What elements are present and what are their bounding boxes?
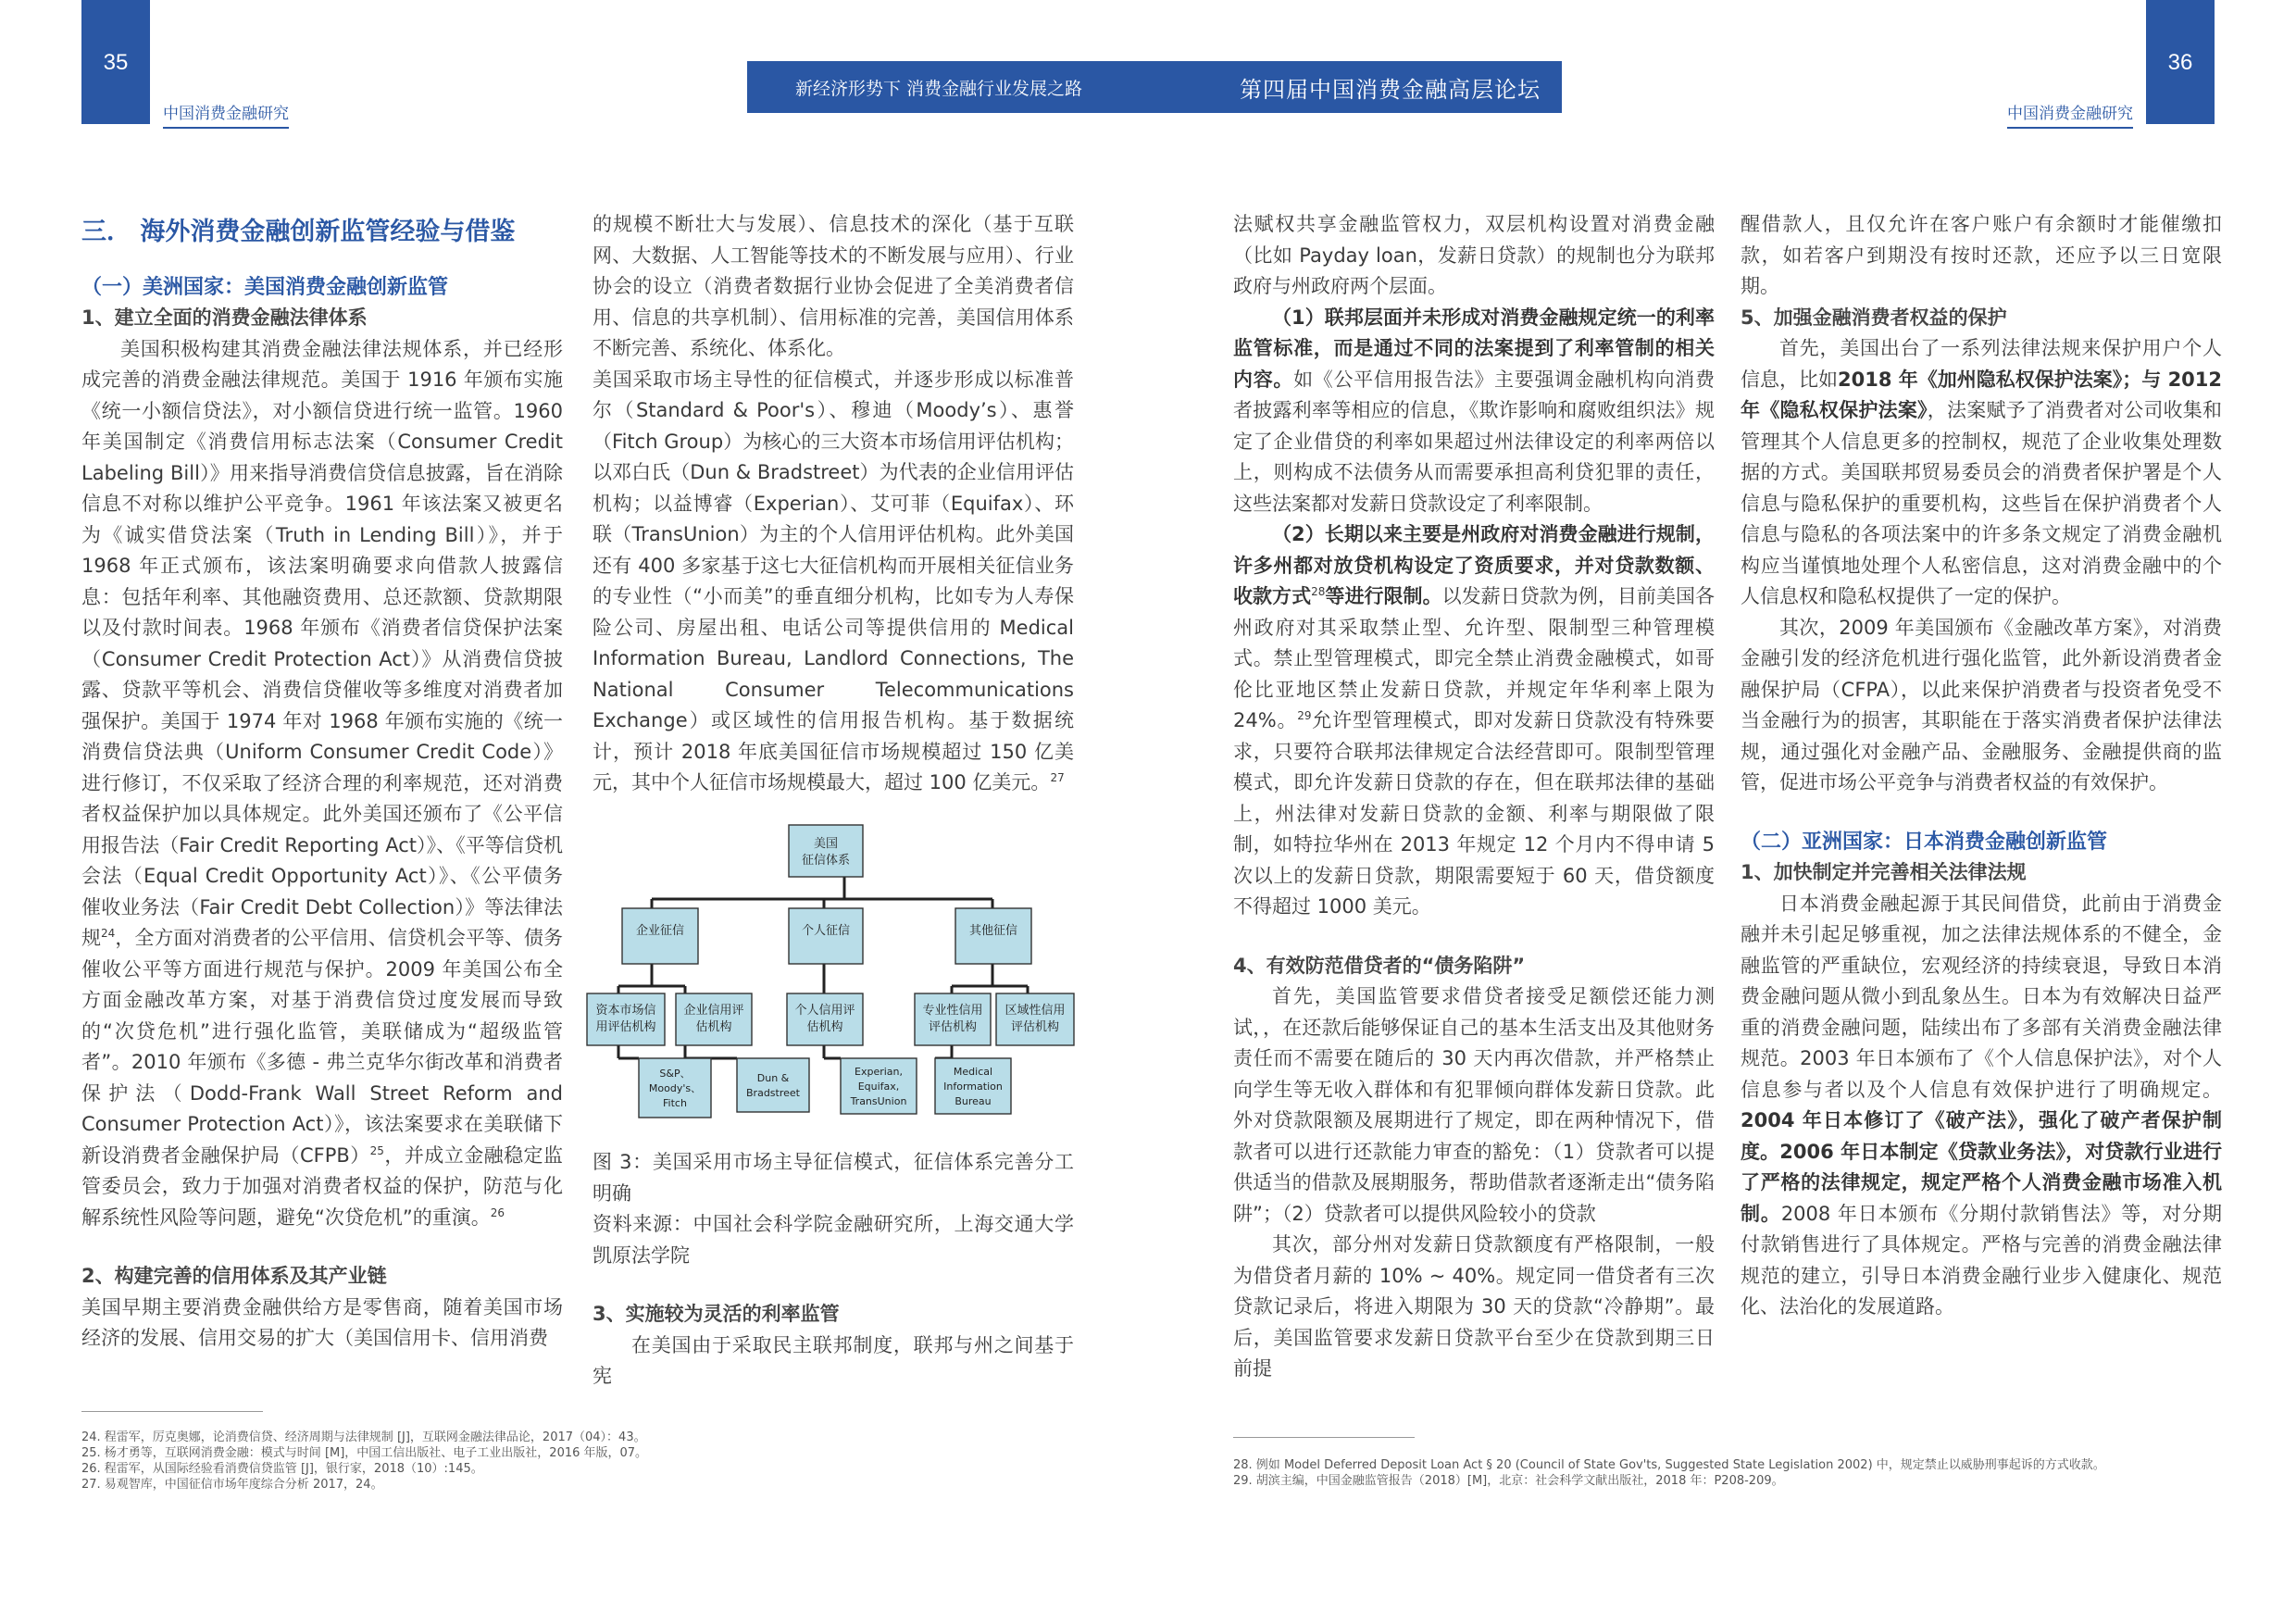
paragraph-reminder: 醒借款人，且仅允许在客户账户有余额时才能催缴扣款，如若客户到期没有按时还款，还应予以三日宽限期。 xyxy=(1741,213,2222,297)
diagram-text: Bradstreet xyxy=(746,1086,800,1099)
paragraph-cfpa: 其次，2009 年美国颁布《金融改革方案》，对消费金融引发的经济危机进行强化监管，此外新设消费者金融保护局（CFPA），以此来保护消费者与投资者免受不当金融行为的损害，其职能在于落实消费者保护法律法规，通过强化对金融产品、金融服务、金融提供商的监管，促进市场公平竞争与消费者权益的有效保护。 xyxy=(1741,616,2222,793)
footnotes-right xyxy=(1233,1457,2159,1489)
heading-debt-trap: 4、有效防范借贷者的“债务陷阱” xyxy=(1233,954,1526,977)
footnote-28: 28. 例如 Model Deferred Deposit Loan Act § 20 (Council of State Gov'ts, Suggested State Legislation 2002) 中，规定禁止以威胁刑事起诉的方式收款。 xyxy=(1233,1458,2105,1472)
diagram-text: 估机构 xyxy=(695,1019,732,1034)
page-number-right: 36 xyxy=(2146,0,2215,124)
diagram-text: Bureau xyxy=(955,1094,992,1107)
diagram-text: Information xyxy=(943,1080,1003,1093)
paragraph-federal-state: 法赋权共享金融监管权力，双层机构设置对消费金融（比如 Payday loan，发薪日贷款）的规制也分为联邦政府与州政府两个层面。 xyxy=(1233,213,1715,297)
diagram-text: 评估机构 xyxy=(928,1019,978,1034)
paragraph-loan-limits: 其次，部分州对发薪日贷款额度有严格限制，一般为借贷者月薪的 10% ~ 40%。规定同一借贷者有三次贷款记录后，将进入期限为 30 天的贷款“冷静期”。最后，美国监管要求发薪日贷款平台至少在贷款到期三日前提 xyxy=(1233,1233,1715,1380)
diagram-node-professional-agency xyxy=(915,993,991,1045)
diagram-node-personal-agency xyxy=(787,993,863,1045)
paragraph-credit-development: 的规模不断壮大与发展）、信息技术的深化（基于互联网、大数据、人工智能等技术的不断发展与应用）、行业协会的设立（消费者数据行业协会促进了全美消费者信用、信息的共享机制）、信用标准的完善，美国信用体系不断完善、系统化、体系化。 xyxy=(593,213,1074,359)
figure-source: 资料来源：中国社会科学院金融研究所，上海交通大学凯原法学院 xyxy=(593,1213,1074,1267)
column-3 xyxy=(1233,209,1715,1385)
heading-legal-system: 1、建立全面的消费金融法律体系 xyxy=(81,306,368,329)
diagram-text: 用评估机构 xyxy=(595,1019,656,1034)
paragraph-privacy: 首先，美国出台了一系列法律法规来保护用户个人信息，比如2018 年《加州隐私权保护法案》；与 2012 年《隐私权保护法案》，法案赋予了消费者对公司收集和管理其个人信息更多的控制权，规范了企业收集处理数据的方式。美国联邦贸易委员会的消费者保护署是个人信息与隐私保护的重要机构，这些旨在保护消费者个人信息与隐私的各项法案中的许多条文规定了消费金融机构应当谨慎地处理个人私密信息，这对消费金融中的个人信息权和隐私权提供了一定的保护。 xyxy=(1741,337,2223,607)
diagram-node-enterprise-agency xyxy=(676,993,752,1045)
heading-japan-law: 1、加快制定并完善相关法律法规 xyxy=(1741,861,2027,883)
diagram-text: 区域性信用 xyxy=(1004,1003,1066,1018)
heading-interest-rate: 3、实施较为灵活的利率监管 xyxy=(593,1303,840,1325)
paragraph-debt-trap: 首先，美国监管要求借贷者接受足额偿还能力测试，，在还款后能够保证自己的基本生活支出及其他财务责任而不需要在随后的 30 天内再次借款，并严格禁止向学生等无收入群体和有犯罪倾向群体发薪日贷款。此外对贷款限额及展期进行了规定，即在两种情况下，借款者可以进行还款能力审查的豁免：（1）贷款者可以提供适当的借款及展期服务，帮助借款者逐渐走出“债务陷阱”；（2）贷款者可以提供风险较小的贷款 xyxy=(1233,985,1715,1225)
diagram-text: Fitch xyxy=(663,1096,687,1109)
diagram-text: 其他征信 xyxy=(968,923,1018,938)
paragraph-federal-level: （1）联邦层面并未形成对消费金融规定统一的利率监管标准，而是通过不同的法案提到了利率管制的相关内容。如《公平信用报告法》主要强调金融机构向消费者披露利率等相应的信息，《欺诈影响和腐败组织法》规定了企业借贷的利率如果超过州法律设定的利率两倍以上，则构成不法债务从而需要承担高利贷犯罪的责任，这些法案都对发薪日贷款设定了利率限制。 xyxy=(1233,306,1716,515)
diagram-text: Equifax, xyxy=(857,1080,900,1093)
heading-consumer-rights: 5、加强金融消费者权益的保护 xyxy=(1741,306,2007,329)
footnote-29: 29. 胡滨主编，中国金融监管报告（2018）[M]，北京：社会科学文献出版社，2018 年：P208-209。 xyxy=(1233,1474,1784,1488)
diagram-text: 个人信用评 xyxy=(794,1003,855,1018)
header-banner xyxy=(747,61,1562,113)
paragraph-japan-law: 日本消费金融起源于其民间借贷，此前由于消费金融并未引起足够重视，加之法律法规体系的不健全，金融监管的严重缺位，宏观经济的持续衰退，导致日本消费金融问题从微小到乱象丛生。日本为有效解决日益严重的消费金融问题，陆续出布了多部有关消费金融法律规范。2003 年日本颁布了《个人信息保护法》，对个人信息参与者以及个人信息有效保护进行了明确规定。2004 年日本修订了《破产法》，强化了破产者保护制度。2006 年日本制定《贷款业务法》，对贷款行业进行了严格的法律规定，规定严格个人消费金融市场准入机制。2008 年日本颁布《分期付款销售法》等，对分期付款销售进行了具体规定。严格与完善的消费金融法律规范的建立，引导日本消费金融行业步入健康化、规范化、法治化的发展道路。 xyxy=(1741,892,2223,1318)
paragraph-credit-system: 美国早期主要消费金融供给方是零售商，随着美国市场经济的发展、信用交易的扩大（美国信用卡、信用消费 xyxy=(81,1295,563,1349)
diagram-text: 专业性信用 xyxy=(922,1003,983,1018)
diagram-node-root xyxy=(789,825,863,877)
diagram-text: 征信体系 xyxy=(801,853,851,868)
column-1 xyxy=(81,209,563,1355)
heading-credit-system: 2、构建完善的信用体系及其产业链 xyxy=(81,1265,387,1287)
diagram-text: 企业信用评 xyxy=(683,1003,744,1018)
paragraph-interest-rate: 在美国由于采取民主联邦制度，联邦与州之间基于宪 xyxy=(593,1333,1074,1387)
subsection-heading-usa: （一）美洲国家：美国消费金融创新监管 xyxy=(81,275,449,299)
diagram-text: 美国 xyxy=(813,836,839,851)
diagram-text: Dun & xyxy=(756,1071,790,1084)
footnote-27: 27. 易观智库，中国征信市场年度综合分析 2017，24。 xyxy=(81,1478,383,1492)
diagram-text: Experian, xyxy=(855,1065,903,1078)
diagram-text: 评估机构 xyxy=(1010,1019,1060,1034)
diagram-text: 企业征信 xyxy=(635,923,685,938)
diagram-text: 个人征信 xyxy=(801,923,851,938)
diagram-node-regional-agency xyxy=(996,993,1074,1045)
section-heading: 三． 海外消费金融创新监管经验与借鉴 xyxy=(81,218,516,246)
diagram-node-capital-market xyxy=(587,993,665,1045)
footnotes-left xyxy=(81,1430,730,1493)
footnote-24: 24. 程雷军，厉克奥娜，论消费信贷、经济周期与法律规制 [J]，互联网金融法律品论，2017（04）：43。 xyxy=(81,1430,646,1444)
column-2 xyxy=(593,209,1074,1393)
brand-label-left: 中国消费金融研究 xyxy=(163,100,289,129)
footnote-rule-right xyxy=(1233,1437,1415,1438)
diagram-text: S&P、 xyxy=(659,1067,691,1080)
credit-system-diagram xyxy=(585,816,1085,1131)
footnote-rule-left xyxy=(81,1411,263,1412)
diagram-text: 资本市场信 xyxy=(595,1003,656,1018)
diagram-text: 估机构 xyxy=(806,1019,843,1034)
banner-title: 第四届中国消费金融高层论坛 xyxy=(1240,76,1541,103)
diagram-example-dnb xyxy=(737,1058,809,1112)
paragraph-credit-agencies: 美国采取市场主导性的征信模式，并逐步形成以标准普尔（Standard & Poor's）、穆迪（Moody’s）、惠誉（Fitch Group）为核心的三大资本市场信用评估机构；以邓白氏（Dun & Bradstreet）为代表的企业信用评估机构；以益博睿（Experian）、艾可菲（Equifax）、环联（TransUnion）为主的个人信用评估机构。此外美国还有 400 多家基于这七大征信机构而开展相关征信业务的专业性（“小而美”的垂直细分机构，比如专为人寿保险公司、房屋出租、电话公司等提供信用的 Medical Information Bureau, Landlord Connections, The National Consumer Telecommunications Exchange）或区域性的信用报告机构。基于数据统计，预计 2018 年底美国征信市场规模超过 150 亿美元，其中个人征信市场规模最大，超过 100 亿美元。$^{27}$ xyxy=(593,368,1074,793)
footnote-25: 25. 杨才勇等，互联网消费金融：模式与时间 [M]，中国工信出版社、电子工业出版社，2016 年版，07。 xyxy=(81,1446,648,1460)
figure-caption: 图 3：美国采用市场主导征信模式，征信体系完善分工明确 xyxy=(593,1151,1074,1205)
page-number-left: 35 xyxy=(81,0,150,124)
banner-subtitle: 新经济形势下 消费金融行业发展之路 xyxy=(795,78,1083,99)
diagram-text: Moody's、 xyxy=(648,1081,702,1094)
diagram-text: TransUnion xyxy=(850,1094,907,1107)
subsection-heading-japan: （二）亚洲国家：日本消费金融创新监管 xyxy=(1741,830,2108,854)
footnote-26: 26. 程雷军，从国际经验看消费信贷监管 [J]，银行家，2018（10）:145。 xyxy=(81,1462,483,1476)
paragraph-legal-system: 美国积极构建其消费金融法律法规体系，并已经形成完善的消费金融法律规范。美国于 1916 年颁布实施《统一小额信贷法》，对小额信贷进行统一监管。1960 年美国制定《消费信用标志法案（Consumer Credit Labeling Bill）》用来指导消费信贷信息披露，旨在消除信息不对称以维护公平竞争。1961 年该法案又被更名为《诚实借贷法案（Truth in Lending Bill）》，并于 1968 年正式颁布，该法案明确要求向借款人披露信息：包括年利率、其他融资费用、总还款额、贷款期限以及付款时间表。1968 年颁布《消费者信贷保护法案（Consumer Credit Protection Act）》从消费信贷披露、贷款平等机会、消费信贷催收等多维度对消费者加强保护。美国于 1974 年对 1968 年颁布实施的《统一消费信贷法典（Uniform Consumer Credit Code）》进行修订，不仅采取了经济合理的利率规范，还对消费者权益保护加以具体规定。此外美国还颁布了《公平信用报告法（Fair Credit Reporting Act）》、《平等信贷机会法（Equal Credit Opportunity Act）》、《公平债务催收业务法（Fair Credit Debt Collection）》等法律法规$^{24}$，全方面对消费者的公平信用、信贷机会平等、债务催收公平等方面进行规范与保护。2009 年美国公布全方面金融改革方案，对基于消费信贷过度发展而导致的“次贷危机”进行强化监管，美联储成为“超级监管者”。2010 年颁布《多德 - 弗兰克华尔街改革和消费者保护法（Dodd-Frank Wall Street Reform and Consumer Protection Act）》，该法案要求在美联储下新设消费者金融保护局（CFPB）$^{25}$，并成立金融稳定监管委员会，致力于加强对消费者权益的保护，防范与化解系统性风险等问题，避免“次贷危机”的重演。$^{26}$ xyxy=(81,337,564,1229)
diagram-text: Medical xyxy=(953,1065,993,1078)
column-4 xyxy=(1741,209,2222,1323)
brand-label-right: 中国消费金融研究 xyxy=(2007,100,2133,129)
paragraph-state-level: （2）长期以来主要是州政府对消费金融进行规制，许多州都对放贷机构设定了资质要求，并对贷款数额、收款方式$^{28}$等进行限制。以发薪日贷款为例，目前美国各州政府对其采取禁止型、允许型、限制型三种管理模式。禁止型管理模式，即完全禁止消费金融模式，如哥伦比亚地区禁止发薪日贷款，并规定年华利率上限为 24%。$^{29}$允许型管理模式，即对发薪日贷款没有特殊要求，只要符合联邦法律规定合法经营即可。限制型管理模式，即允许发薪日贷款的存在，但在联邦法律的基础上，州法律对发薪日贷款的金额、利率与期限做了限制，如特拉华州在 2013 年规定 12 个月内不得申请 5 次以上的发薪日贷款，期限需要短于 60 天，借贷额度不得超过 1000 美元。 xyxy=(1233,523,1716,918)
